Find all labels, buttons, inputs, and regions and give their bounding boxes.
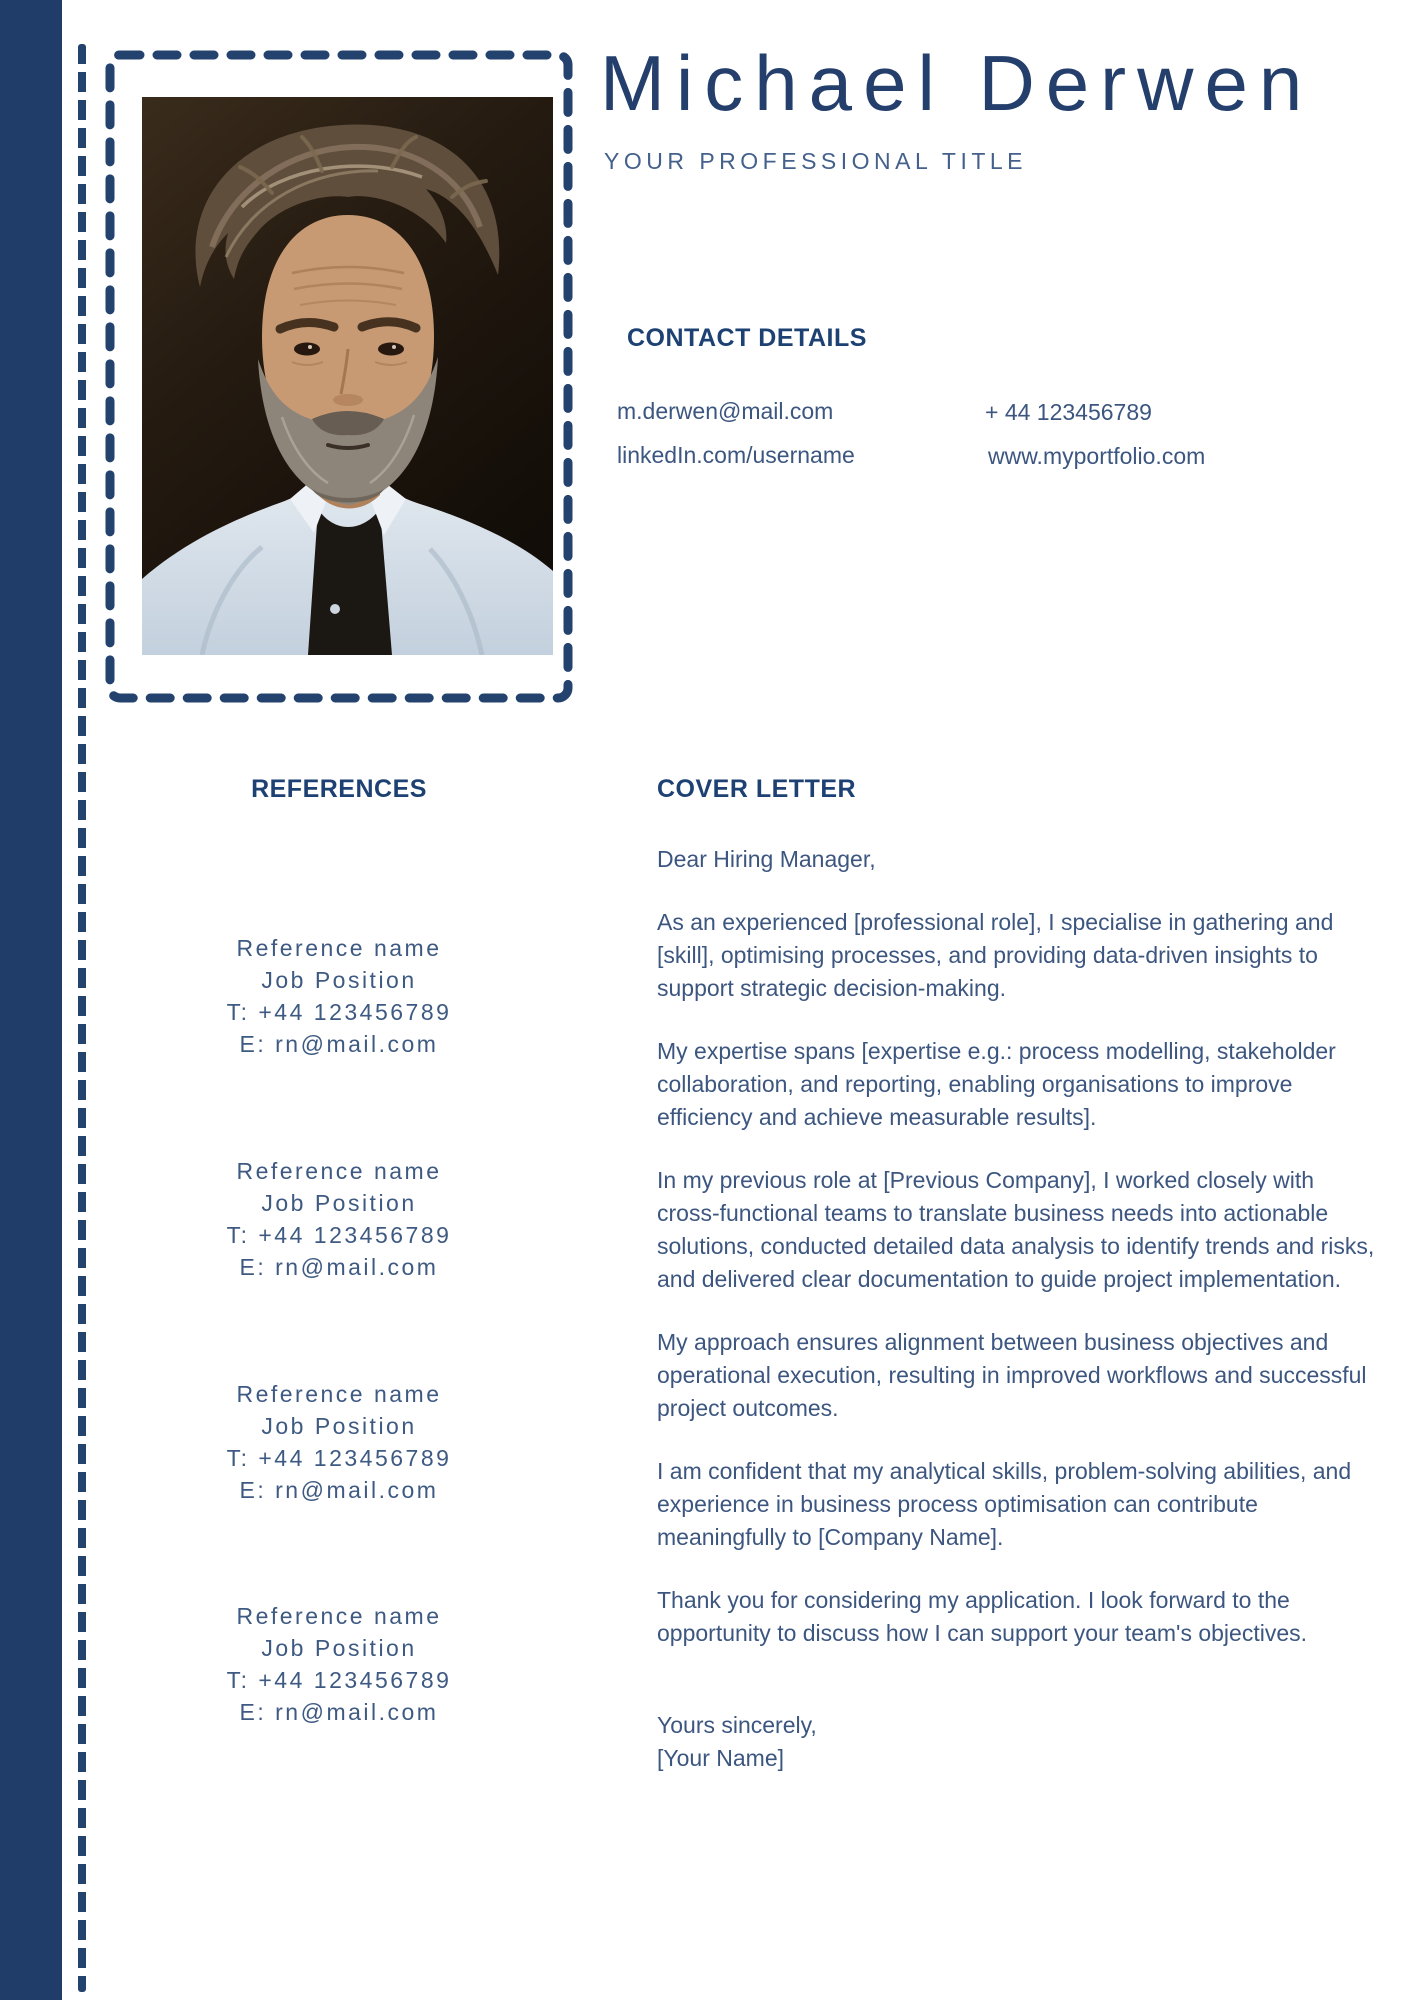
reference-name: Reference name (236, 935, 442, 961)
closing-name-placeholder: [Your Name] (657, 1745, 784, 1771)
contact-linkedin: linkedIn.com/username (617, 442, 855, 468)
reference-name: Reference name (236, 1158, 442, 1184)
reference-email: E: rn@mail.com (239, 1699, 439, 1725)
cover-letter-heading: COVER LETTER (657, 775, 857, 803)
letter-paragraph: In my previous role at [Previous Company], I worked closely with cross-functional teams to translate business needs into actionable solutions, conducted detailed data analysis to identify trends and risks, and delivered clear documentation to guide project implementation. (657, 1167, 1375, 1292)
letter-closing (657, 1709, 1377, 1775)
letter-paragraph: My approach ensures alignment between business objectives and operational execution, resulting in improved workflows and successful project outcomes. (657, 1329, 1367, 1421)
reference-position: Job Position (261, 1413, 417, 1439)
portrait-illustration (142, 97, 553, 655)
reference-phone: T: +44 123456789 (226, 999, 452, 1025)
contact-email: m.derwen@mail.com (617, 398, 834, 424)
profile-photo (142, 97, 553, 655)
vertical-dashed-divider (78, 44, 86, 1992)
reference-phone: T: +44 123456789 (226, 1445, 452, 1471)
left-accent-bar (0, 0, 62, 2000)
reference-email: E: rn@mail.com (239, 1477, 439, 1503)
reference-item (110, 932, 568, 1060)
cover-letter-body (657, 843, 1377, 1775)
reference-position: Job Position (261, 1190, 417, 1216)
reference-phone: T: +44 123456789 (226, 1667, 452, 1693)
closing-sincerely: Yours sincerely, (657, 1712, 817, 1738)
reference-email: E: rn@mail.com (239, 1254, 439, 1280)
reference-email: E: rn@mail.com (239, 1031, 439, 1057)
reference-item (110, 1600, 568, 1728)
contact-phone: + 44 123456789 (985, 399, 1152, 425)
reference-phone: T: +44 123456789 (226, 1222, 452, 1248)
professional-title: YOUR PROFESSIONAL TITLE (604, 148, 1028, 174)
reference-name: Reference name (236, 1603, 442, 1629)
reference-position: Job Position (261, 1635, 417, 1661)
reference-name: Reference name (236, 1381, 442, 1407)
letter-paragraph: I am confident that my analytical skills, problem-solving abilities, and experience in business process optimisation can contribute meaningfully to [Company Name]. (657, 1458, 1352, 1550)
letter-paragraph: Thank you for considering my application. I look forward to the opportunity to discuss how I can support your team's objectives. (657, 1587, 1307, 1646)
letter-paragraph: As an experienced [professional role], I specialise in gathering and [skill], optimising processes, and providing data-driven insights to support strategic decision-making. (657, 909, 1334, 1001)
letter-paragraph: My expertise spans [expertise e.g.: process modelling, stakeholder collaboration, and reporting, enabling organisations to improve efficiency and achieve measurable results]. (657, 1038, 1336, 1130)
reference-position: Job Position (261, 967, 417, 993)
contact-details-heading: CONTACT DETAILS (627, 324, 867, 352)
reference-item (110, 1155, 568, 1283)
candidate-name: Michael Derwen (600, 39, 1314, 127)
reference-item (110, 1378, 568, 1506)
contact-website: www.myportfolio.com (988, 443, 1206, 469)
references-heading: REFERENCES (251, 775, 427, 803)
letter-salutation: Dear Hiring Manager, (657, 846, 876, 872)
